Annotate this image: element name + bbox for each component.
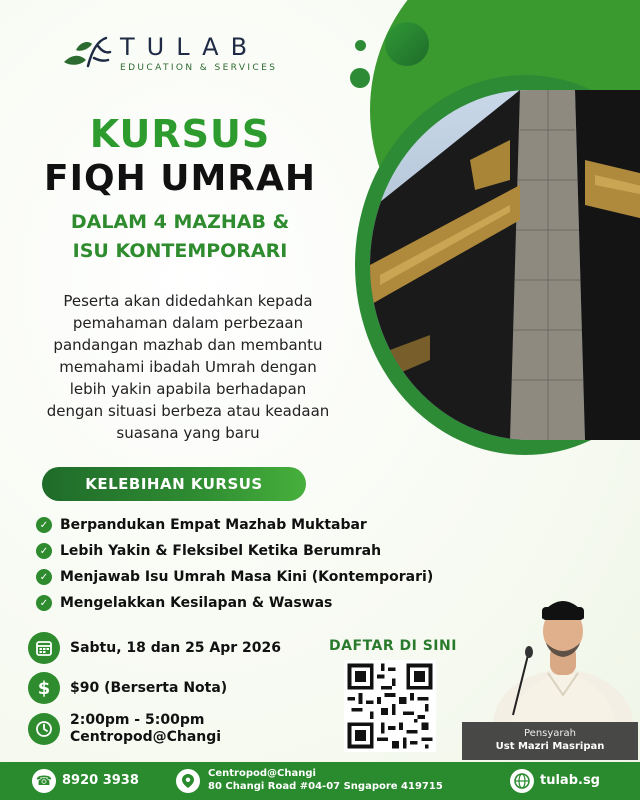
footer-website[interactable]: tulab.sg: [540, 773, 600, 788]
footer-phone[interactable]: 8920 3938: [62, 773, 139, 788]
benefit-text: Berpandukan Empat Mazhab Muktabar: [60, 517, 367, 533]
course-description: [18, 290, 358, 444]
calendar-icon: [28, 632, 60, 664]
benefit-item: [36, 590, 433, 616]
subtitle-line-1: DALAM 4 MAZHAB &: [70, 211, 290, 233]
speaker-photo: [488, 585, 638, 730]
brand-logo: [58, 32, 277, 74]
check-icon: ✓: [36, 569, 52, 585]
speaker-role: Pensyarah: [524, 728, 576, 739]
address-line-2: 80 Changi Road #04-07 Sngapore 419715: [208, 781, 443, 792]
benefit-item: [36, 512, 433, 538]
benefit-text: Lebih Yakin & Fleksibel Ketika Berumrah: [60, 543, 382, 559]
date-row: [28, 632, 281, 664]
description-line: dengan situasi berbeza atau keadaan: [46, 402, 330, 420]
globe-icon: [510, 769, 534, 793]
time-venue-row: [28, 712, 221, 746]
description-line: pandangan mazhab dan membantu: [53, 336, 323, 354]
benefit-item: [36, 564, 433, 590]
headline-fiqh-umrah: FIQH UMRAH: [43, 158, 317, 199]
event-price: $90 (Berserta Nota): [70, 679, 228, 696]
price-row: [28, 672, 227, 704]
speaker-caption: [462, 722, 638, 760]
benefit-text: Menjawab Isu Umrah Masa Kini (Kontemporari): [60, 569, 434, 585]
check-icon: ✓: [36, 543, 52, 559]
description-line: suasana yang baru: [116, 424, 260, 442]
contact-footer: [0, 762, 640, 800]
description-line: lebih yakin apabila berhadapan: [69, 380, 307, 398]
event-date: Sabtu, 18 dan 25 Apr 2026: [70, 639, 282, 656]
description-line: memahami ibadah Umrah dengan: [59, 358, 317, 376]
speaker-name: Ust Mazri Masripan: [495, 741, 605, 752]
registration-qr-code[interactable]: [344, 660, 436, 752]
brand-name: TULAB: [120, 33, 260, 61]
event-time: 2:00pm - 5:00pm: [70, 712, 205, 728]
brand-tagline: EDUCATION & SERVICES: [120, 63, 278, 73]
benefits-heading: KELEBIHAN KURSUS: [42, 467, 306, 501]
event-venue: Centropod@Changi: [70, 729, 222, 745]
subtitle-line-2: ISU KONTEMPORARI: [72, 240, 288, 262]
benefit-text: Mengelakkan Kesilapan & Waswas: [60, 595, 333, 611]
benefits-list: [36, 512, 433, 616]
headline-kursus: KURSUS: [89, 112, 271, 156]
description-line: pemahaman dalam perbezaan: [72, 314, 304, 332]
decorative-dot-medium: [350, 68, 370, 88]
decorative-dot-small: [355, 40, 366, 51]
footer-address: [208, 767, 443, 793]
logo-icon: [58, 32, 114, 74]
benefit-item: [36, 538, 433, 564]
address-line-1: Centropod@Changi: [208, 768, 316, 779]
dollar-icon: $: [28, 672, 60, 704]
check-icon: ✓: [36, 595, 52, 611]
location-icon: [176, 769, 200, 793]
clock-icon: [28, 713, 60, 745]
description-line: Peserta akan didedahkan kepada: [63, 292, 313, 310]
headline-subtitle: [0, 208, 360, 266]
phone-icon: ☎: [32, 769, 56, 793]
register-label: DAFTAR DI SINI: [329, 638, 457, 654]
decorative-dot-large: [385, 22, 429, 66]
check-icon: ✓: [36, 517, 52, 533]
